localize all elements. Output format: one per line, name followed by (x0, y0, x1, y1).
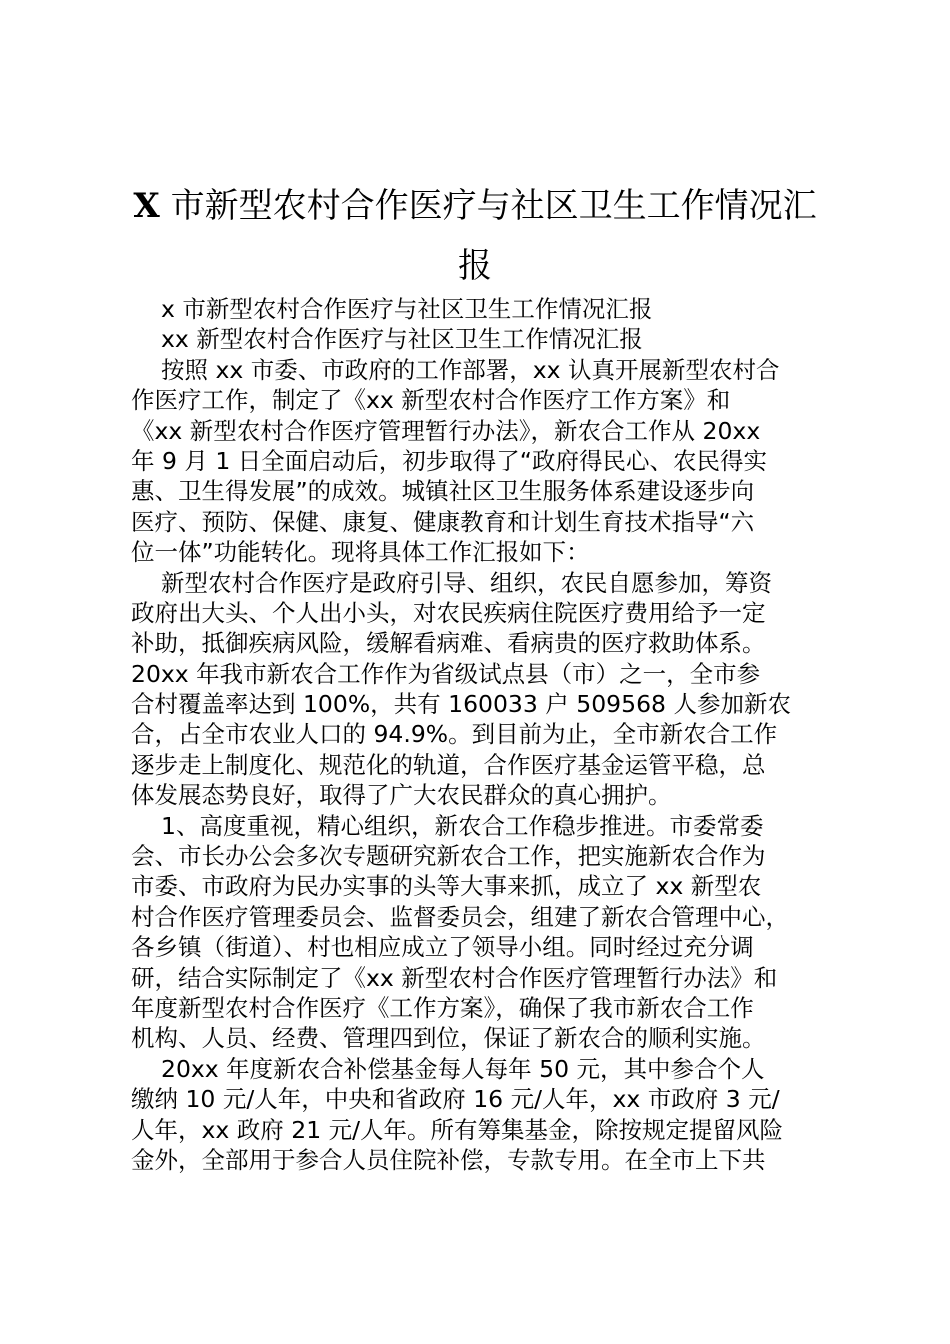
paragraph-line: 年 9 月 1 日全面启动后，初步取得了“政府得民心、农民得实 (131, 446, 767, 475)
paragraph-line: 位一体”功能转化。现将具体工作汇报如下： (131, 538, 590, 567)
paragraph-line: 按照 xx 市委、市政府的工作部署，xx 认真开展新型农村合 (161, 355, 780, 384)
paragraph-line: 缴纳 10 元/人年，中央和省政府 16 元/人年，xx 市政府 3 元/ (131, 1085, 780, 1114)
paragraph-line: 医疗、预防、保健、康复、健康教育和计划生育技术指导“六 (131, 507, 755, 536)
subtitle-line: xx 新型农村合作医疗与社区卫生工作情况汇报 (161, 325, 643, 354)
paragraph-line: 合村覆盖率达到 100%，共有 160033 户 509568 人参加新农 (131, 690, 791, 719)
title-lead: X (133, 186, 160, 226)
paragraph-line: 合，占全市农业人口的 94.9%。到目前为止，全市新农合工作 (131, 720, 778, 749)
paragraph-line: 1、高度重视，精心组织，新农合工作稳步推进。市委常委 (161, 811, 764, 840)
paragraph-line: 惠、卫生得发展”的成效。城镇社区卫生服务体系建设逐步向 (131, 477, 755, 506)
paragraph-line: 《xx 新型农村合作医疗管理暂行办法》，新农合工作从 20xx (131, 416, 761, 445)
paragraph-line: 各乡镇（街道）、村也相应成立了领导小组。同时经过充分调 (131, 933, 754, 962)
paragraph-line: 研，结合实际制定了《xx 新型农村合作医疗管理暂行办法》和 (131, 963, 778, 992)
paragraph-line: 补助，抵御疾病风险，缓解看病难、看病贵的医疗救助体系。 (131, 629, 766, 658)
paragraph-line: 会、市长办公会多次专题研究新农合工作，把实施新农合作为 (131, 842, 766, 871)
paragraph-line: 金外，全部用于参合人员住院补偿，专款专用。在全市上下共 (131, 1145, 766, 1174)
paragraph-line: 体发展态势良好，取得了广大农民群众的真心拥护。 (131, 781, 672, 810)
paragraph-line: 市委、市政府为民办实事的头等大事来抓，成立了 xx 新型农 (131, 872, 762, 901)
title-text: 报 (458, 246, 492, 286)
paragraph-line: 机构、人员、经费、管理四到位，保证了新农合的顺利实施。 (131, 1024, 766, 1053)
paragraph-line: 20xx 年度新农合补偿基金每人每年 50 元，其中参合个人 (161, 1054, 765, 1083)
title-text: 市新型农村合作医疗与社区卫生工作情况汇 (159, 186, 817, 226)
paragraph-line: 作医疗工作，制定了《xx 新型农村合作医疗工作方案》和 (131, 386, 731, 415)
paragraph-line: 人年，xx 政府 21 元/人年。所有筹集基金，除按规定提留风险 (131, 1115, 784, 1144)
subtitle-line: x 市新型农村合作医疗与社区卫生工作情况汇报 (161, 295, 653, 323)
document-title-line-2 (120, 246, 830, 286)
paragraph-line: 村合作医疗管理委员会、监督委员会，组建了新农合管理中心， (131, 902, 789, 931)
document-body (131, 294, 831, 1175)
paragraph-line: 新型农村合作医疗是政府引导、组织，农民自愿参加，筹资 (161, 568, 772, 597)
paragraph-line: 政府出大头、个人出小头，对农民疾病住院医疗费用给予一定 (131, 598, 766, 627)
paragraph-line: 20xx 年我市新农合工作作为省级试点县（市）之一，全市参 (131, 659, 761, 688)
paragraph-line: 逐步走上制度化、规范化的轨道，合作医疗基金运管平稳，总 (131, 750, 766, 779)
paragraph-line: 年度新型农村合作医疗《工作方案》，确保了我市新农合工作 (131, 993, 754, 1022)
document-title-line-1 (120, 186, 830, 226)
